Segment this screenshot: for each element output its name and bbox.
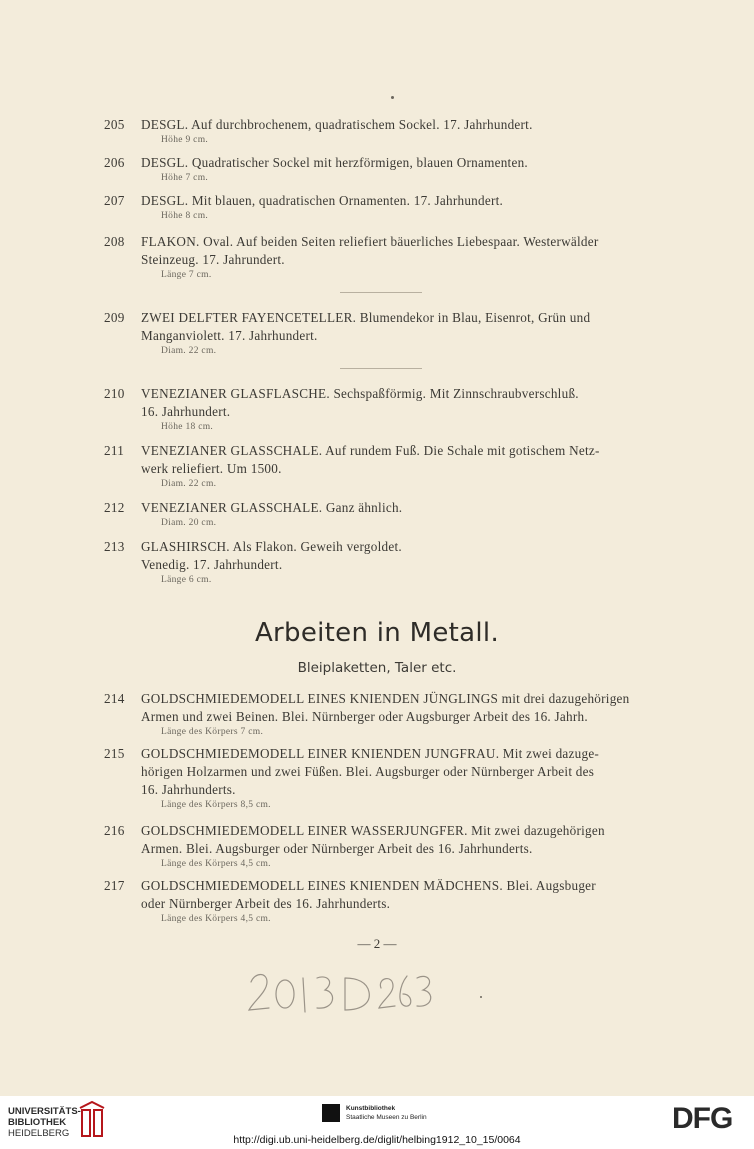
entry-number: 214 <box>104 691 125 706</box>
entry-description: VENEZIANER GLASSCHALE. Ganz ähnlich. <box>141 500 403 515</box>
university-name-line: HEIDELBERG <box>8 1128 70 1139</box>
catalog-entry <box>104 192 664 223</box>
entry-measurement: Diam. 22 cm. <box>161 479 217 489</box>
entry-number: 209 <box>104 310 125 325</box>
entry-measurement: Länge des Körpers 7 cm. <box>161 727 264 737</box>
entry-description-line: Steinzeug. 17. Jahrundert. <box>141 252 285 267</box>
entry-description-line: FLAKON. Oval. Auf beiden Seiten reliefiert bäuerliches Liebespaar. Westerwälder <box>141 234 599 249</box>
kb-name-line: Kunstbibliothek <box>346 1105 396 1112</box>
entry-description-line: VENEZIANER GLASSCHALE. Auf rundem Fuß. Die Schale mit gotischem Netz- <box>141 443 600 458</box>
entry-measurement: Höhe 9 cm. <box>161 135 209 145</box>
university-name-line: UNIVERSITÄTS- <box>8 1106 81 1117</box>
entry-measurement: Höhe 7 cm. <box>161 173 209 183</box>
catalog-entry <box>104 233 664 282</box>
kunstbibliothek-logo-icon <box>322 1104 340 1122</box>
entry-number: 212 <box>104 500 125 515</box>
kb-name-line: Staatliche Museen zu Berlin <box>346 1114 427 1121</box>
entry-measurement: Länge 7 cm. <box>161 270 212 280</box>
entry-measurement: Länge des Körpers 8,5 cm. <box>161 800 271 810</box>
entry-description-line: Manganviolett. 17. Jahrhundert. <box>141 328 318 343</box>
catalog-entry <box>104 877 664 926</box>
entry-number: 215 <box>104 746 125 761</box>
entry-measurement: Länge 6 cm. <box>161 575 212 585</box>
catalog-entry <box>104 442 664 491</box>
entry-description-line: ZWEI DELFTER FAYENCETELLER. Blumendekor in Blau, Eisenrot, Grün und <box>141 310 591 325</box>
entry-measurement: Diam. 22 cm. <box>161 346 217 356</box>
catalog-entry <box>104 822 664 871</box>
entry-description-line: GLASHIRSCH. Als Flakon. Geweih vergoldet. <box>141 539 402 554</box>
entry-number: 206 <box>104 155 125 170</box>
entry-number: 207 <box>104 193 125 208</box>
entry-description-line: Armen. Blei. Augsburger oder Nürnberger Arbeit des 16. Jahrhunderts. <box>141 841 533 856</box>
entry-description-line: oder Nürnberger Arbeit des 16. Jahrhunderts. <box>141 896 391 911</box>
catalog-entry <box>104 690 664 739</box>
source-url-link[interactable]: http://digi.ub.uni-heidelberg.de/diglit/helbing1912_10_15/0064 <box>233 1134 521 1146</box>
catalog-entry <box>104 116 664 147</box>
catalog-entry <box>104 309 664 358</box>
entry-number: 213 <box>104 539 125 554</box>
speck-mark <box>480 996 482 998</box>
entry-number: 216 <box>104 823 125 838</box>
entry-description-line: hörigen Holzarmen und zwei Füßen. Blei. Augsburger oder Nürnberger Arbeit des <box>141 764 595 779</box>
entry-description-line: werk reliefiert. Um 1500. <box>141 461 282 476</box>
catalog-entry <box>104 745 664 812</box>
entry-number: 211 <box>104 443 125 458</box>
entry-description-line: GOLDSCHMIEDEMODELL EINER KNIENDEN JUNGFRAU. Mit zwei dazuge- <box>141 746 600 761</box>
entry-measurement: Höhe 8 cm. <box>161 211 209 221</box>
catalog-entry <box>104 538 664 587</box>
entry-measurement: Länge des Körpers 4,5 cm. <box>161 914 271 924</box>
entry-description-line: Armen und zwei Beinen. Blei. Nürnberger oder Augsburger Arbeit des 16. Jahrh. <box>141 709 588 724</box>
section-subtitle: Bleiplaketten, Taler etc. <box>297 660 457 676</box>
entry-description-line: 16. Jahrhunderts. <box>141 782 236 797</box>
entry-description-line: Venedig. 17. Jahrhundert. <box>141 557 283 572</box>
entry-description: DESGL. Quadratischer Sockel mit herzförmigen, blauen Ornamenten. <box>141 155 528 170</box>
entry-measurement: Länge des Körpers 4,5 cm. <box>161 859 271 869</box>
catalog-entry <box>104 499 664 530</box>
entry-description: DESGL. Mit blauen, quadratischen Ornamenten. 17. Jahrhundert. <box>141 193 504 208</box>
entry-number: 205 <box>104 117 125 132</box>
dfg-logo: DFG <box>672 1102 733 1135</box>
catalog-entry <box>104 154 664 185</box>
divider-rule <box>340 368 422 369</box>
entry-description-line: 16. Jahrhundert. <box>141 404 231 419</box>
page-number: — 2 — <box>357 936 397 951</box>
entry-description-line: GOLDSCHMIEDEMODELL EINES KNIENDEN MÄDCHENS. Blei. Augsbuger <box>141 878 596 893</box>
entry-number: 217 <box>104 878 125 893</box>
divider-rule <box>340 292 422 293</box>
entry-measurement: Höhe 18 cm. <box>161 422 214 432</box>
kunstbibliothek-name <box>346 1104 427 1122</box>
speck-mark <box>391 96 394 99</box>
entry-number: 208 <box>104 234 125 249</box>
section-title: Arbeiten in Metall. <box>254 618 500 648</box>
footer-bar <box>0 1096 754 1149</box>
entry-description-line: VENEZIANER GLASFLASCHE. Sechspaßförmig. Mit Zinnschraubverschluß. <box>141 386 579 401</box>
entry-measurement: Diam. 20 cm. <box>161 518 217 528</box>
university-name-line: BIBLIOTHEK <box>8 1117 67 1128</box>
catalog-entry <box>104 385 664 434</box>
handwritten-shelfmark <box>245 964 445 1020</box>
entry-description-line: GOLDSCHMIEDEMODELL EINER WASSERJUNGFER. Mit zwei dazugehörigen <box>141 823 605 838</box>
entry-description: DESGL. Auf durchbrochenem, quadratischem Sockel. 17. Jahrhundert. <box>141 117 533 132</box>
entry-number: 210 <box>104 386 125 401</box>
entry-description-line: GOLDSCHMIEDEMODELL EINES KNIENDEN JÜNGLINGS mit drei dazugehörigen <box>141 691 630 706</box>
